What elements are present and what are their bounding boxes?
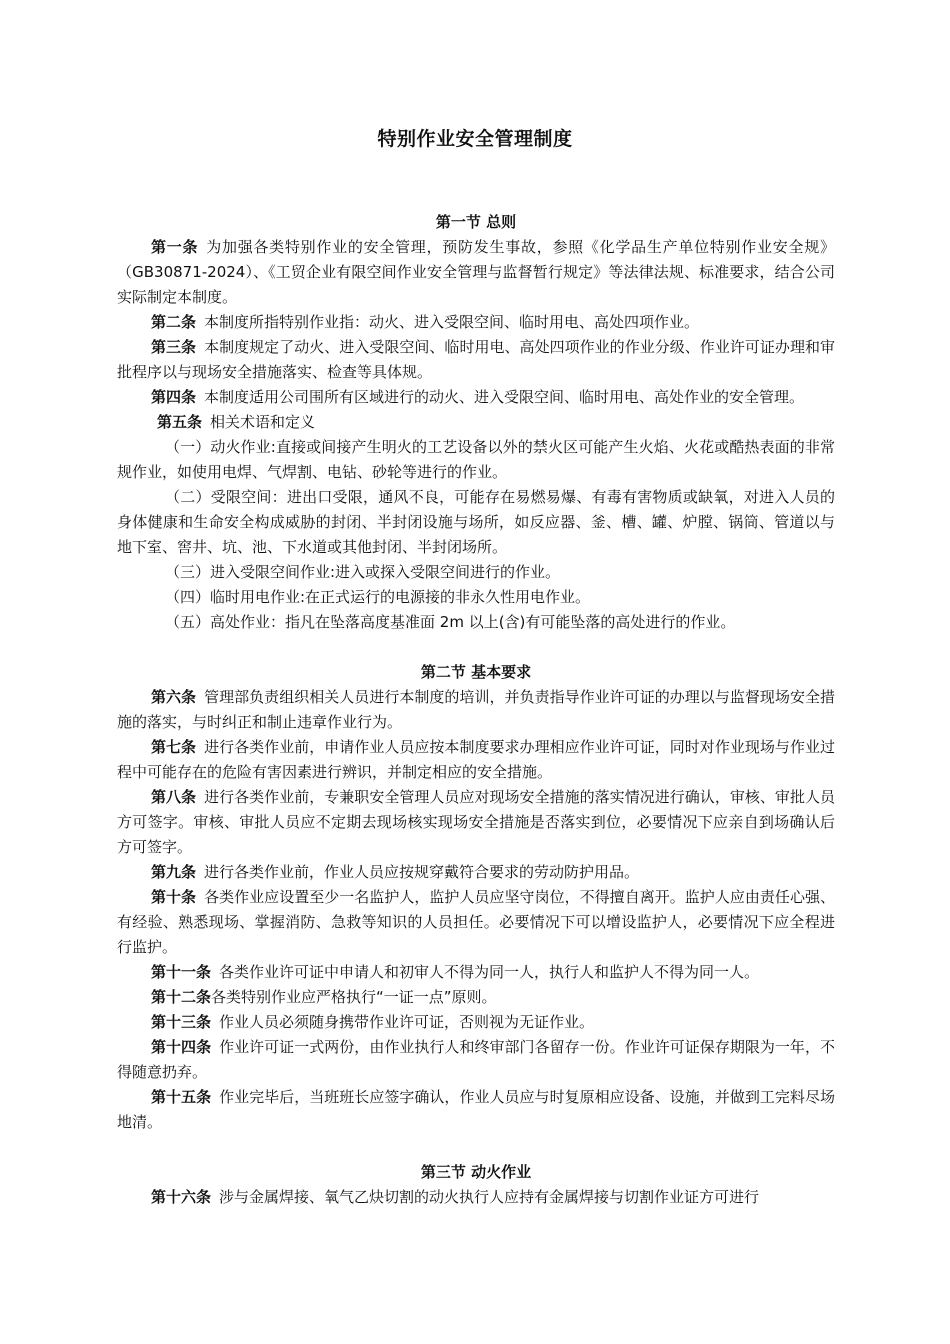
definition-item: （二）受限空间：进出口受限，通风不良，可能存在易燃易爆、有毒有害物质或缺氧，对进入人员的身体健康和生命安全构成威胁的封闭、半封闭设施与场所，如反应器、釜、槽、罐、炉膛、锅筒、管道以与地下室、窖井、坑、池、下水道或其他封闭、半封闭场所。 <box>117 488 835 556</box>
section-heading: 第一节 总则 <box>435 213 517 231</box>
article-text: 本制度规定了动火、进入受限空间、临时用电、高处四项作业的作业分级、作业许可证办理和审批程序以与现场安全措施落实、检查等具体规。 <box>117 338 835 381</box>
article <box>117 685 835 735</box>
article-text: 本制度所指特别作业指：动火、进入受限空间、临时用电、高处四项作业。 <box>204 313 700 331</box>
document-body <box>117 210 835 1210</box>
article <box>117 1185 835 1210</box>
section-heading: 第三节 动火作业 <box>420 1163 532 1181</box>
article-label: 第八条 <box>151 788 197 806</box>
definition-item: （五）高处作业：指凡在坠落高度基准面 2m 以上(含)有可能坠落的高处进行的作业。 <box>165 613 736 631</box>
article-text: 作业许可证一式两份，由作业执行人和终审部门各留存一份。作业许可证保存期限为一年，不得随意扔弃。 <box>117 1038 835 1081</box>
article-label: 第十条 <box>151 888 197 906</box>
article-text: 各类作业应设置至少一名监护人，监护人员应坚守岗位，不得擅自离开。监护人应由责任心强、有经验、熟悉现场、掌握消防、急救等知识的人员担任。必要情况下可以增设监护人，必要情况下应全程进行监护。 <box>117 888 835 956</box>
article-text: 进行各类作业前，专兼职安全管理人员应对现场安全措施的落实情况进行确认，审核、审批人员方可签字。审核、审批人员应不定期去现场核实现场安全措施是否落实到位，必要情况下应亲自到场确认后方可签字。 <box>117 788 835 856</box>
document-title: 特别作业安全管理制度 <box>377 128 573 150</box>
article-text: 管理部负责组织相关人员进行本制度的培训，并负责指导作业许可证的办理以与监督现场安全措施的落实，与时纠正和制止违章作业行为。 <box>117 688 835 731</box>
article <box>117 310 835 335</box>
definition-item: （三）进入受限空间作业:进入或探入受限空间进行的作业。 <box>165 563 561 581</box>
article-label: 第十三条 <box>151 1013 212 1031</box>
definition-item: （四）临时用电作业:在正式运行的电源接的非永久性用电作业。 <box>165 588 591 606</box>
article-label: 第四条 <box>151 388 197 406</box>
article-text: 为加强各类特别作业的安全管理，预防发生事故，参照《化学品生产单位特别作业安全规》（GB30871-2024）、《工贸企业有限空间作业安全管理与监督暂行规定》等法律法规、标准要求，结合公司实际制定本制度。 <box>117 238 835 306</box>
article <box>117 735 835 785</box>
article <box>117 960 835 985</box>
article-text: 本制度适用公司围所有区域进行的动火、进入受限空间、临时用电、高处作业的安全管理。 <box>204 388 805 406</box>
article-text: 各类特别作业应严格执行“一证一点”原则。 <box>211 988 497 1006</box>
article <box>117 335 835 385</box>
article-text: 作业人员必须随身携带作业许可证，否则视为无证作业。 <box>219 1013 595 1031</box>
article-text: 涉与金属焊接、氧气乙炔切割的动火执行人应持有金属焊接与切割作业证方可进行 <box>219 1188 760 1206</box>
article <box>117 885 835 960</box>
article-label: 第十四条 <box>151 1038 212 1056</box>
section-spacer <box>117 1135 835 1160</box>
section-spacer <box>117 635 835 660</box>
article-label: 第十六条 <box>151 1188 212 1206</box>
article <box>117 860 835 885</box>
article-label: 第九条 <box>151 863 197 881</box>
article-label: 第六条 <box>151 688 197 706</box>
article <box>117 785 835 860</box>
article-label: 第五条 <box>157 413 203 431</box>
article-label: 第十五条 <box>151 1088 212 1106</box>
article <box>117 1085 835 1135</box>
section-heading: 第二节 基本要求 <box>420 663 532 681</box>
article-label: 第十二条 <box>151 988 212 1006</box>
article <box>117 385 835 410</box>
article <box>117 410 835 435</box>
article <box>117 235 835 310</box>
article-text: 进行各类作业前，作业人员应按规穿戴符合要求的劳动防护用品。 <box>204 863 640 881</box>
article <box>117 1010 835 1035</box>
article-label: 第十一条 <box>151 963 212 981</box>
article-text: 进行各类作业前，申请作业人员应按本制度要求办理相应作业许可证，同时对作业现场与作业过程中可能存在的危险有害因素进行辨识，并制定相应的安全措施。 <box>117 738 835 781</box>
article <box>117 1035 835 1085</box>
article-text: 各类作业许可证中申请人和初审人不得为同一人，执行人和监护人不得为同一人。 <box>219 963 760 981</box>
article-label: 第三条 <box>151 338 197 356</box>
article-label: 第七条 <box>151 738 197 756</box>
article-label: 第二条 <box>151 313 197 331</box>
definition-item: （一）动火作业:直接或间接产生明火的工艺设备以外的禁火区可能产生火焰、火花或酷热表面的非常规作业，如使用电焊、气焊割、电钻、砂轮等进行的作业。 <box>117 438 835 481</box>
article <box>117 985 835 1010</box>
article-label: 第一条 <box>151 238 199 256</box>
article-text: 相关术语和定义 <box>210 413 316 431</box>
article-text: 作业完毕后，当班班长应签字确认，作业人员应与时复原相应设备、设施，并做到工完料尽场地清。 <box>117 1088 835 1131</box>
